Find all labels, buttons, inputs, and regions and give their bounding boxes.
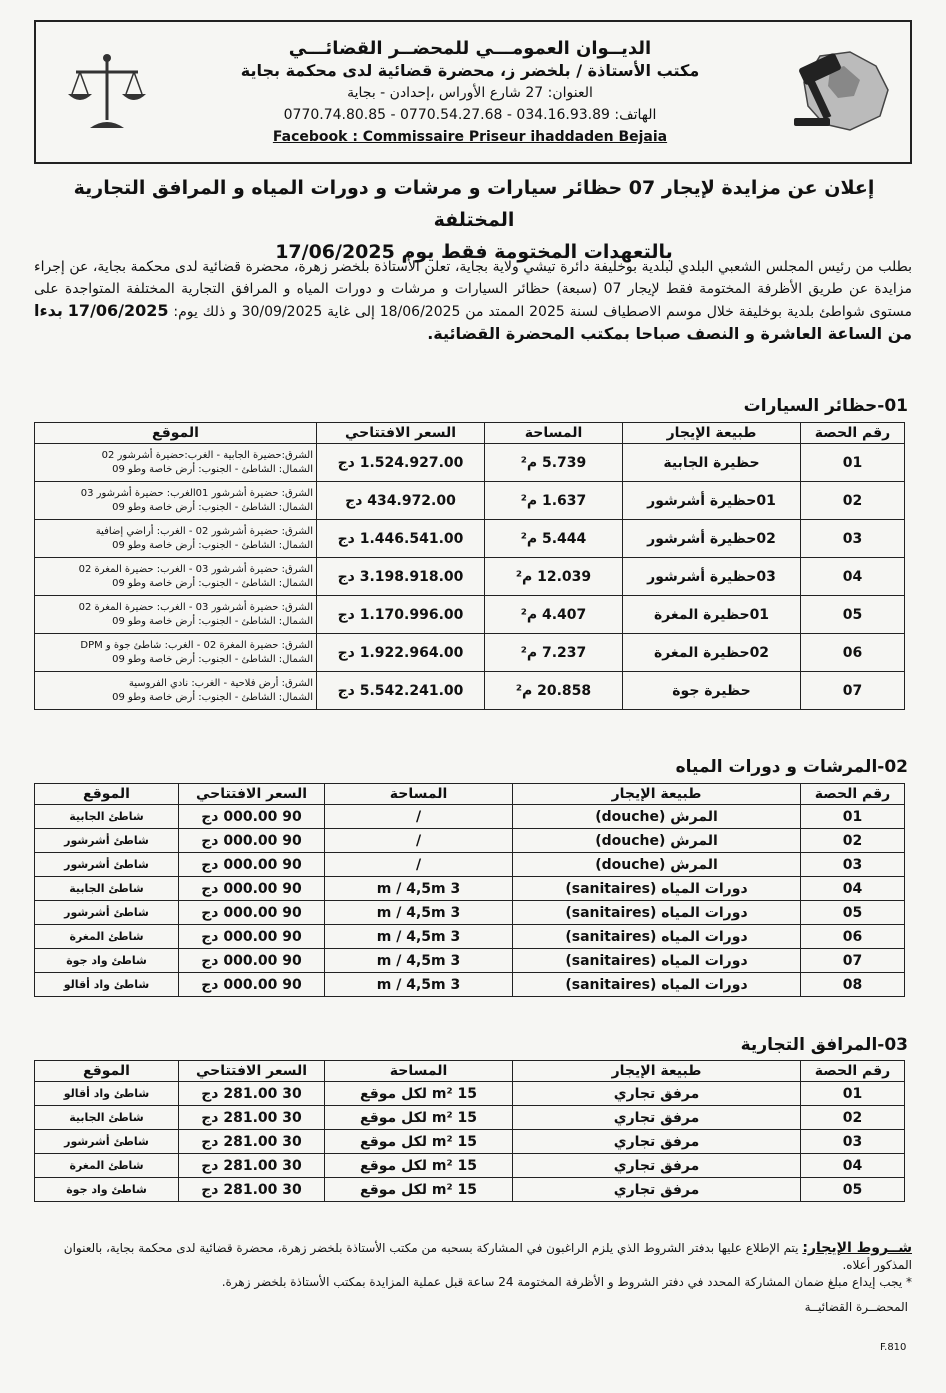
col-location: الموقع bbox=[35, 1061, 179, 1082]
table-row bbox=[35, 672, 905, 710]
location bbox=[35, 558, 317, 596]
office-facebook: Facebook : Commissaire Priseur ihaddaden Bejaia bbox=[272, 129, 668, 145]
rental-type: مرفق تجاري bbox=[513, 1082, 801, 1106]
opening-price: 90 000.00 دج bbox=[179, 853, 325, 877]
area: 4.407 م² bbox=[485, 596, 623, 634]
area: 3 m / 4,5m bbox=[325, 973, 513, 997]
lot-number: 02 bbox=[801, 1106, 905, 1130]
area: 3 m / 4,5m bbox=[325, 949, 513, 973]
header-frame-bottom bbox=[34, 162, 912, 164]
opening-price: 90 000.00 دج bbox=[179, 805, 325, 829]
gavel-map-icon bbox=[780, 46, 896, 136]
opening-price: 1.446.541.00 دج bbox=[317, 520, 485, 558]
opening-price: 30 281.00 دج bbox=[179, 1082, 325, 1106]
rental-type: 03حظيرة أشرشور bbox=[623, 558, 801, 596]
rental-type: المرش (douche) bbox=[513, 853, 801, 877]
location bbox=[35, 520, 317, 558]
location: شاطئ واد أقالو bbox=[35, 1082, 179, 1106]
lot-number: 05 bbox=[801, 596, 905, 634]
opening-price: 90 000.00 دج bbox=[179, 925, 325, 949]
table-row bbox=[35, 634, 905, 672]
area: / bbox=[325, 805, 513, 829]
rental-type: حظيرة جوة bbox=[623, 672, 801, 710]
area: 15 m² لكل موقع bbox=[325, 1154, 513, 1178]
office-name: مكتب الأستاذة / بلخضر ز، محضرة قضائية لدى محكمة بجاية bbox=[240, 61, 700, 80]
rental-type: 01حظيرة أشرشور bbox=[623, 482, 801, 520]
location bbox=[35, 444, 317, 482]
opening-price: 90 000.00 دج bbox=[179, 901, 325, 925]
col-rental-type: طبيعة الإيجار bbox=[513, 1061, 801, 1082]
rental-type: دورات المياه (sanitaires) bbox=[513, 877, 801, 901]
table-row bbox=[35, 853, 905, 877]
col-location: الموقع bbox=[35, 784, 179, 805]
office-address: العنوان: 27 شارع الأوراس ،إحدادن - بجاية bbox=[347, 85, 593, 101]
showers-table bbox=[34, 783, 905, 997]
lot-number: 07 bbox=[801, 949, 905, 973]
location: شاطئ أشرشور bbox=[35, 829, 179, 853]
lot-number: 01 bbox=[801, 444, 905, 482]
lot-number: 05 bbox=[801, 1178, 905, 1202]
lot-number: 07 bbox=[801, 672, 905, 710]
area: 15 m² لكل موقع bbox=[325, 1178, 513, 1202]
lot-number: 08 bbox=[801, 973, 905, 997]
table-row bbox=[35, 949, 905, 973]
commercial-table bbox=[34, 1060, 905, 1202]
location-line: الشمال: الشاطئ - الجنوب: أرض خاصة وطو 09 bbox=[112, 539, 313, 551]
table-row bbox=[35, 444, 905, 482]
announcement-title-line2: بالتعهدات المختومة فقط يوم 17/06/2025 bbox=[275, 241, 673, 263]
opening-price: 1.922.964.00 دج bbox=[317, 634, 485, 672]
lot-number: 02 bbox=[801, 829, 905, 853]
col-rental-type: طبيعة الإيجار bbox=[513, 784, 801, 805]
area: 3 m / 4,5m bbox=[325, 901, 513, 925]
conditions-note: * يجب إيداع مبلغ ضمان المشاركة المحدد في دفتر الشروط و الأظرفة المختومة 24 ساعة قبل عملية المزايدة بمكتب الأستاذة بلخضر زهرة. bbox=[221, 1275, 912, 1289]
location bbox=[35, 672, 317, 710]
location-line: الشرق: أرض فلاحية - الغرب: نادي الفروسية bbox=[128, 677, 313, 689]
parking-table bbox=[34, 422, 905, 710]
table-row bbox=[35, 973, 905, 997]
opening-price: 90 000.00 دج bbox=[179, 949, 325, 973]
location: شاطئ واد جوة bbox=[35, 949, 179, 973]
rental-type: 01حظيرة المغرة bbox=[623, 596, 801, 634]
col-area: المساحة bbox=[485, 423, 623, 444]
location: شاطئ أشرشور bbox=[35, 853, 179, 877]
rental-type: دورات المياه (sanitaires) bbox=[513, 973, 801, 997]
opening-price: 90 000.00 دج bbox=[179, 973, 325, 997]
col-location: الموقع bbox=[35, 423, 317, 444]
area: 1.637 م² bbox=[485, 482, 623, 520]
col-lot-number: رقم الحصة bbox=[801, 784, 905, 805]
signature: المحضــرة القضائيــة bbox=[804, 1300, 908, 1314]
opening-price: 30 281.00 دج bbox=[179, 1178, 325, 1202]
rental-type: حظيرة الجابية bbox=[623, 444, 801, 482]
office-title: الديــوان العمومـــي للمحضــر القضائـــي bbox=[288, 38, 652, 59]
area: 5.739 م² bbox=[485, 444, 623, 482]
col-area: المساحة bbox=[325, 784, 513, 805]
lot-number: 02 bbox=[801, 482, 905, 520]
area: / bbox=[325, 829, 513, 853]
rental-type: دورات المياه (sanitaires) bbox=[513, 949, 801, 973]
header-frame-top bbox=[34, 20, 912, 22]
announcement-title bbox=[40, 172, 908, 268]
header-frame-left bbox=[34, 20, 36, 162]
location: شاطئ أشرشور bbox=[35, 1130, 179, 1154]
rental-type: مرفق تجاري bbox=[513, 1106, 801, 1130]
lot-number: 06 bbox=[801, 634, 905, 672]
intro-text: بطلب من رئيس المجلس الشعبي البلدي لبلدية بوخليفة دائرة تيشي ولاية بجاية، تعلن الأستاذة بلخضر زهرة، محضرة قضائية لدى محكمة بجاية، عن إجراء مزايدة عن طريق الأظرفة المختومة فقط لإيجار 07 (سبعة) حظائر السيارات و مرشات و دورات المياه و المرافق التجارية المختلفة المتواجدة على مستوى شواطئ بلدية بوخليفة خلال موسم الاصطياف لسنة 2025 الممتد من 18/06/2025 إلى غاية 30/09/2025 و ذلك يوم: bbox=[34, 259, 912, 320]
intro-text-end: بدءا من الساعة العاشرة و النصف صباحا بمكتب المحضرة القضائية. bbox=[34, 301, 912, 343]
table-row bbox=[35, 877, 905, 901]
location-line: الشرق: حضيرة أشرشور 03 - الغرب: حضيرة المغرة 02 bbox=[78, 601, 313, 613]
area: 3 m / 4,5m bbox=[325, 877, 513, 901]
location-line: الشمال: الشاطئ - الجنوب: أرض خاصة وطو 09 bbox=[112, 691, 313, 703]
form-reference: F.810 bbox=[880, 1342, 907, 1353]
rental-conditions bbox=[34, 1240, 912, 1291]
location-line: الشمال: الشاطئ - الجنوب: أرض خاصة وطو 09 bbox=[112, 653, 313, 665]
col-opening-price: السعر الافتتاحي bbox=[317, 423, 485, 444]
header-frame-right bbox=[910, 20, 912, 162]
rental-type: المرش (douche) bbox=[513, 805, 801, 829]
location: شاطئ الجابية bbox=[35, 877, 179, 901]
table-row bbox=[35, 829, 905, 853]
area: 15 m² لكل موقع bbox=[325, 1082, 513, 1106]
table-row bbox=[35, 596, 905, 634]
opening-price: 3.198.918.00 دج bbox=[317, 558, 485, 596]
col-lot-number: رقم الحصة bbox=[801, 423, 905, 444]
table-row bbox=[35, 1154, 905, 1178]
location: شاطئ الجابية bbox=[35, 1106, 179, 1130]
lot-number: 04 bbox=[801, 558, 905, 596]
lot-number: 04 bbox=[801, 1154, 905, 1178]
location: شاطئ الجابية bbox=[35, 805, 179, 829]
table-row bbox=[35, 1082, 905, 1106]
location-line: الشمال: الشاطئ - الجنوب: أرض خاصة وطو 09 bbox=[112, 463, 313, 475]
lot-number: 01 bbox=[801, 805, 905, 829]
area: 12.039 م² bbox=[485, 558, 623, 596]
lot-number: 05 bbox=[801, 901, 905, 925]
area: 7.237 م² bbox=[485, 634, 623, 672]
opening-price: 90 000.00 دج bbox=[179, 877, 325, 901]
location-line: الشرق: حضيرة أشرشور 01الغرب: حضيرة أشرشور 03 bbox=[80, 487, 313, 499]
location: شاطئ أشرشور bbox=[35, 901, 179, 925]
location bbox=[35, 482, 317, 520]
area: 5.444 م² bbox=[485, 520, 623, 558]
rental-type: 02حظيرة أشرشور bbox=[623, 520, 801, 558]
col-lot-number: رقم الحصة bbox=[801, 1061, 905, 1082]
table-row bbox=[35, 901, 905, 925]
location: شاطئ واد أقالو bbox=[35, 973, 179, 997]
conditions-text: يتم الإطلاع عليها بدفتر الشروط الذي يلزم الراغبون في المشاركة بسحبه من مكتب الأستاذة بلخضر زهرة، محضرة قضائية لدى محكمة بجاية، بالعنوان المذكور أعلاه. bbox=[63, 1241, 912, 1272]
announcement-intro bbox=[34, 256, 912, 346]
col-opening-price: السعر الافتتاحي bbox=[179, 1061, 325, 1082]
section-commercial-title: 03-المرافق التجارية bbox=[740, 1035, 908, 1055]
table-row bbox=[35, 520, 905, 558]
lot-number: 06 bbox=[801, 925, 905, 949]
opening-price: 434.972.00 دج bbox=[317, 482, 485, 520]
location bbox=[35, 634, 317, 672]
auction-date: 17/06/2025 bbox=[67, 301, 169, 320]
area: 15 m² لكل موقع bbox=[325, 1106, 513, 1130]
table-row bbox=[35, 482, 905, 520]
opening-price: 30 281.00 دج bbox=[179, 1154, 325, 1178]
location: شاطئ المغرة bbox=[35, 1154, 179, 1178]
rental-type: مرفق تجاري bbox=[513, 1178, 801, 1202]
table-header-row bbox=[35, 1061, 905, 1082]
location-line: الشرق: حضيرة أشرشور 03 - الغرب: حضيرة المغرة 02 bbox=[78, 563, 313, 575]
location-line: الشمال: الشاطئ - الجنوب: أرض خاصة وطو 09 bbox=[112, 577, 313, 589]
rental-type: مرفق تجاري bbox=[513, 1154, 801, 1178]
opening-price: 30 281.00 دج bbox=[179, 1130, 325, 1154]
location-line: الشرق: حضيرة أشرشور 02 - الغرب: أراضي إضافية bbox=[95, 525, 313, 537]
rental-type: 02حظيرة المغرة bbox=[623, 634, 801, 672]
announcement-title-line1: إعلان عن مزايدة لإيجار 07 حظائر سيارات و مرشات و دورات المياه و المرافق التجارية المختلفة bbox=[73, 177, 875, 231]
location: شاطئ واد جوة bbox=[35, 1178, 179, 1202]
location: شاطئ المغرة bbox=[35, 925, 179, 949]
rental-type: المرش (douche) bbox=[513, 829, 801, 853]
location-line: الشرق: حضيرة المغرة 02 - الغرب: شاطئ جوة و DPM bbox=[80, 639, 313, 651]
col-area: المساحة bbox=[325, 1061, 513, 1082]
table-row bbox=[35, 805, 905, 829]
scales-of-justice-icon bbox=[62, 48, 152, 138]
opening-price: 90 000.00 دج bbox=[179, 829, 325, 853]
rental-type: دورات المياه (sanitaires) bbox=[513, 925, 801, 949]
section-showers-title: 02-المرشات و دورات المياه bbox=[675, 757, 908, 777]
opening-price: 1.524.927.00 دج bbox=[317, 444, 485, 482]
table-header-row bbox=[35, 423, 905, 444]
office-phone: الهاتف: 034.16.93.89 - 0770.54.27.68 - 0770.74.80.85 bbox=[283, 107, 657, 123]
conditions-label: شــروط الإيجار: bbox=[802, 1240, 912, 1256]
lot-number: 04 bbox=[801, 877, 905, 901]
area: 15 m² لكل موقع bbox=[325, 1130, 513, 1154]
opening-price: 1.170.996.00 دج bbox=[317, 596, 485, 634]
col-rental-type: طبيعة الإيجار bbox=[623, 423, 801, 444]
table-row bbox=[35, 1106, 905, 1130]
table-row bbox=[35, 1178, 905, 1202]
location-line: الشمال: الشاطئ - الجنوب: أرض خاصة وطو 09 bbox=[112, 501, 313, 513]
lot-number: 03 bbox=[801, 520, 905, 558]
area: 3 m / 4,5m bbox=[325, 925, 513, 949]
lot-number: 01 bbox=[801, 1082, 905, 1106]
location-line: الشمال: الشاطئ - الجنوب: أرض خاصة وطو 09 bbox=[112, 615, 313, 627]
rental-type: مرفق تجاري bbox=[513, 1130, 801, 1154]
office-header bbox=[160, 38, 780, 148]
opening-price: 5.542.241.00 دج bbox=[317, 672, 485, 710]
table-header-row bbox=[35, 784, 905, 805]
lot-number: 03 bbox=[801, 1130, 905, 1154]
area: 20.858 م² bbox=[485, 672, 623, 710]
table-row bbox=[35, 1130, 905, 1154]
lot-number: 03 bbox=[801, 853, 905, 877]
location-line: الشرق:حضيرة الجابية - الغرب:حضيرة أشرشور 02 bbox=[101, 449, 313, 461]
table-row bbox=[35, 925, 905, 949]
section-parking-title: 01-حظائر السيارات bbox=[743, 396, 908, 416]
rental-type: دورات المياه (sanitaires) bbox=[513, 901, 801, 925]
opening-price: 30 281.00 دج bbox=[179, 1106, 325, 1130]
location bbox=[35, 596, 317, 634]
table-row bbox=[35, 558, 905, 596]
col-opening-price: السعر الافتتاحي bbox=[179, 784, 325, 805]
area: / bbox=[325, 853, 513, 877]
